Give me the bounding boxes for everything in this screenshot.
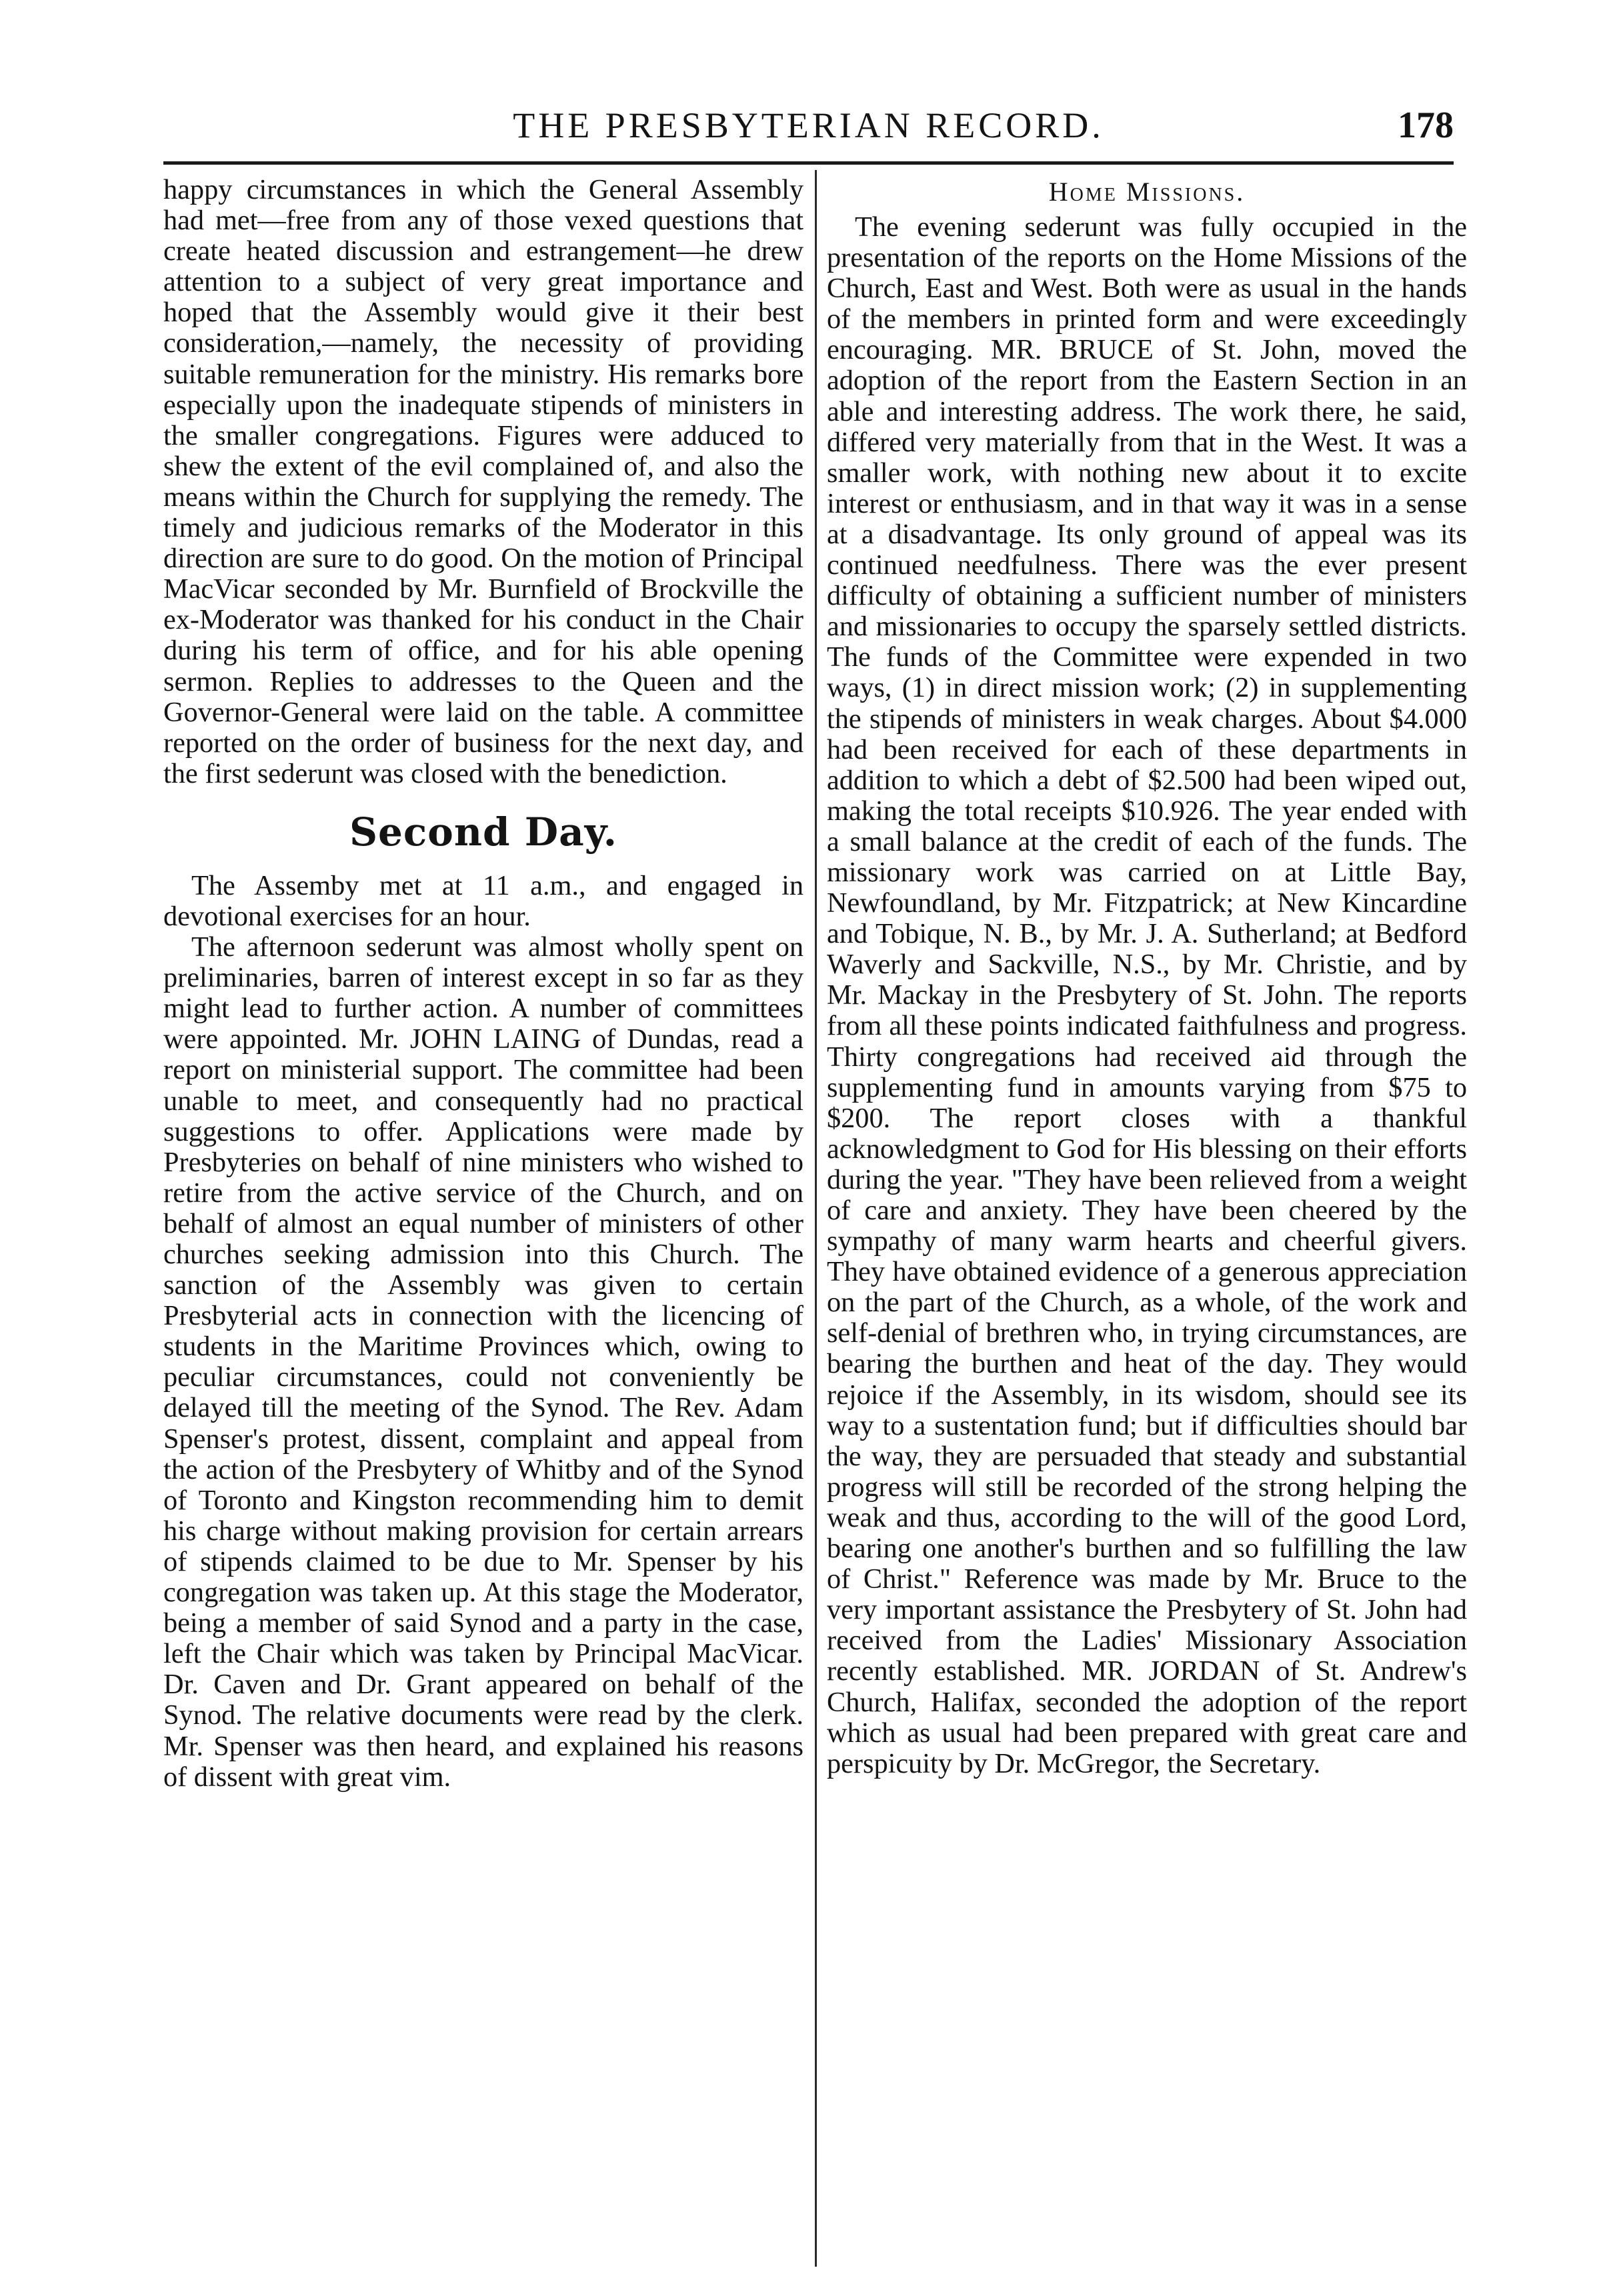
right-column xyxy=(827,175,1467,2265)
running-title: THE PRESBYTERIAN RECORD. xyxy=(513,105,1104,145)
column-divider xyxy=(815,170,817,2267)
left-column xyxy=(163,175,804,2265)
sub-heading-home-missions: Home Missions. xyxy=(1048,177,1246,207)
header-rule xyxy=(163,161,1454,165)
left-paragraph-1: happy circumstances in which the General Assembly had met—free from any of those vexed questions that create heated discussion and estrangement—he drew attention to a subject of very great importance and hoped that the Assembly would give it their best consideration,—namely, the necessity of providing suitable remuneration for the ministry. His remarks bore especially upon the inadequate stipends of ministers in the smaller congregations. Figures were adduced to shew the extent of the evil complained of, and also the means within the Church for supplying the remedy. The timely and judicious remarks of the Moderator in this direction are sure to do good. On the motion of Principal MacVicar seconded by Mr. Burnfield of Brockville the ex-Moderator was thanked for his conduct in the Chair during his term of office, and for his able opening sermon. Replies to addresses to the Queen and the Governor-General were laid on the table. A committee reported on the order of business for the next day, and the first sederunt was closed with the benediction. xyxy=(163,175,804,789)
page-header xyxy=(163,99,1454,152)
left-paragraph-3: The afternoon sederunt was almost wholly spent on preliminaries, barren of interest except in so far as they might lead to further action. A number of committees were appointed. Mr. JOHN LAING of Dundas, read a report on ministerial support. The committee had been unable to meet, and consequently had no practical suggestions to offer. Applications were made by Presbyteries on behalf of nine ministers who wished to retire from the active service of the Church, and on behalf of almost an equal number of ministers of other churches seeking admission into this Church. The sanction of the Assembly was given to certain Presbyterial acts in connection with the licencing of students in the Maritime Provinces which, owing to peculiar circumstances, could not conveniently be delayed till the meeting of the Synod. The Rev. Adam Spenser's protest, dissent, complaint and appeal from the action of the Presbytery of Whitby and of the Synod of Toronto and Kingston recommending him to demit his charge without making provision for certain arrears of stipends claimed to be due to Mr. Spenser by his congregation was taken up. At this stage the Moderator, being a member of said Synod and a party in the case, left the Chair which was taken by Principal MacVicar. Dr. Caven and Dr. Grant appeared on behalf of the Synod. The relative documents were read by the clerk. Mr. Spenser was then heard, and explained his reasons of dissent with great vim. xyxy=(163,931,804,1793)
page-number: 178 xyxy=(1398,105,1454,146)
section-heading-second-day: Second Day. xyxy=(349,809,617,855)
right-paragraph-1: The evening sederunt was fully occupied in the presentation of the reports on the Home Missions of the Church, East and West. Both were as usual in the hands of the members in printed form and were exceedingly encouraging. MR. BRUCE of St. John, moved the adoption of the report from the Eastern Section in an able and interesting address. The work there, he said, differed very materially from that in the West. It was a smaller work, with nothing new about it to excite interest or enthusiasm, and in that way it was in a sense at a disadvantage. Its only ground of appeal was its continued needfulness. There was the ever present difficulty of obtaining a sufficient number of ministers and missionaries to occupy the sparsely settled districts. The funds of the Committee were expended in two ways, (1) in direct mission work; (2) in supplementing the stipends of ministers in weak charges. About $4.000 had been received for each of these departments in addition to which a debt of $2.500 had been wiped out, making the total receipts $10.926. The year ended with a small balance at the credit of each of the funds. The missionary work was carried on at Little Bay, Newfoundland, by Mr. Fitzpatrick; at New Kincardine and Tobique, N. B., by Mr. J. A. Sutherland; at Bedford Waverly and Sackville, N.S., by Mr. Christie, and by Mr. Mackay in the Presbytery of St. John. The reports from all these points indicated faithfulness and progress. Thirty congregations had received aid through the supplementing fund in amounts varying from $75 to $200. The report closes with a thankful acknowledgment to God for His blessing on their efforts during the year. "They have been relieved from a weight of care and anxiety. They have been cheered by the sympathy of many warm hearts and cheerful givers. They have obtained evidence of a generous appreciation on the part of the Church, as a whole, of the work and self-denial of brethren who, in trying circumstances, are bearing the burthen and heat of the day. They would rejoice if the Assembly, in its wisdom, should see its way to a sustentation fund; but if difficulties should bar the way, they are persuaded that steady and substantial progress will still be recorded of the strong helping the weak and thus, according to the will of the good Lord, bearing one another's burthen and so fulfilling the law of Christ." Reference was made by Mr. Bruce to the very important assistance the Presbytery of St. John had received from the Ladies' Missionary Association recently established. MR. JORDAN of St. Andrew's Church, Halifax, seconded the adoption of the report which as usual had been prepared with great care and perspicuity by Dr. McGregor, the Secretary. xyxy=(827,211,1467,1779)
left-paragraph-2: The Assemby met at 11 a.m., and engaged in devotional exercises for an hour. xyxy=(163,869,804,932)
